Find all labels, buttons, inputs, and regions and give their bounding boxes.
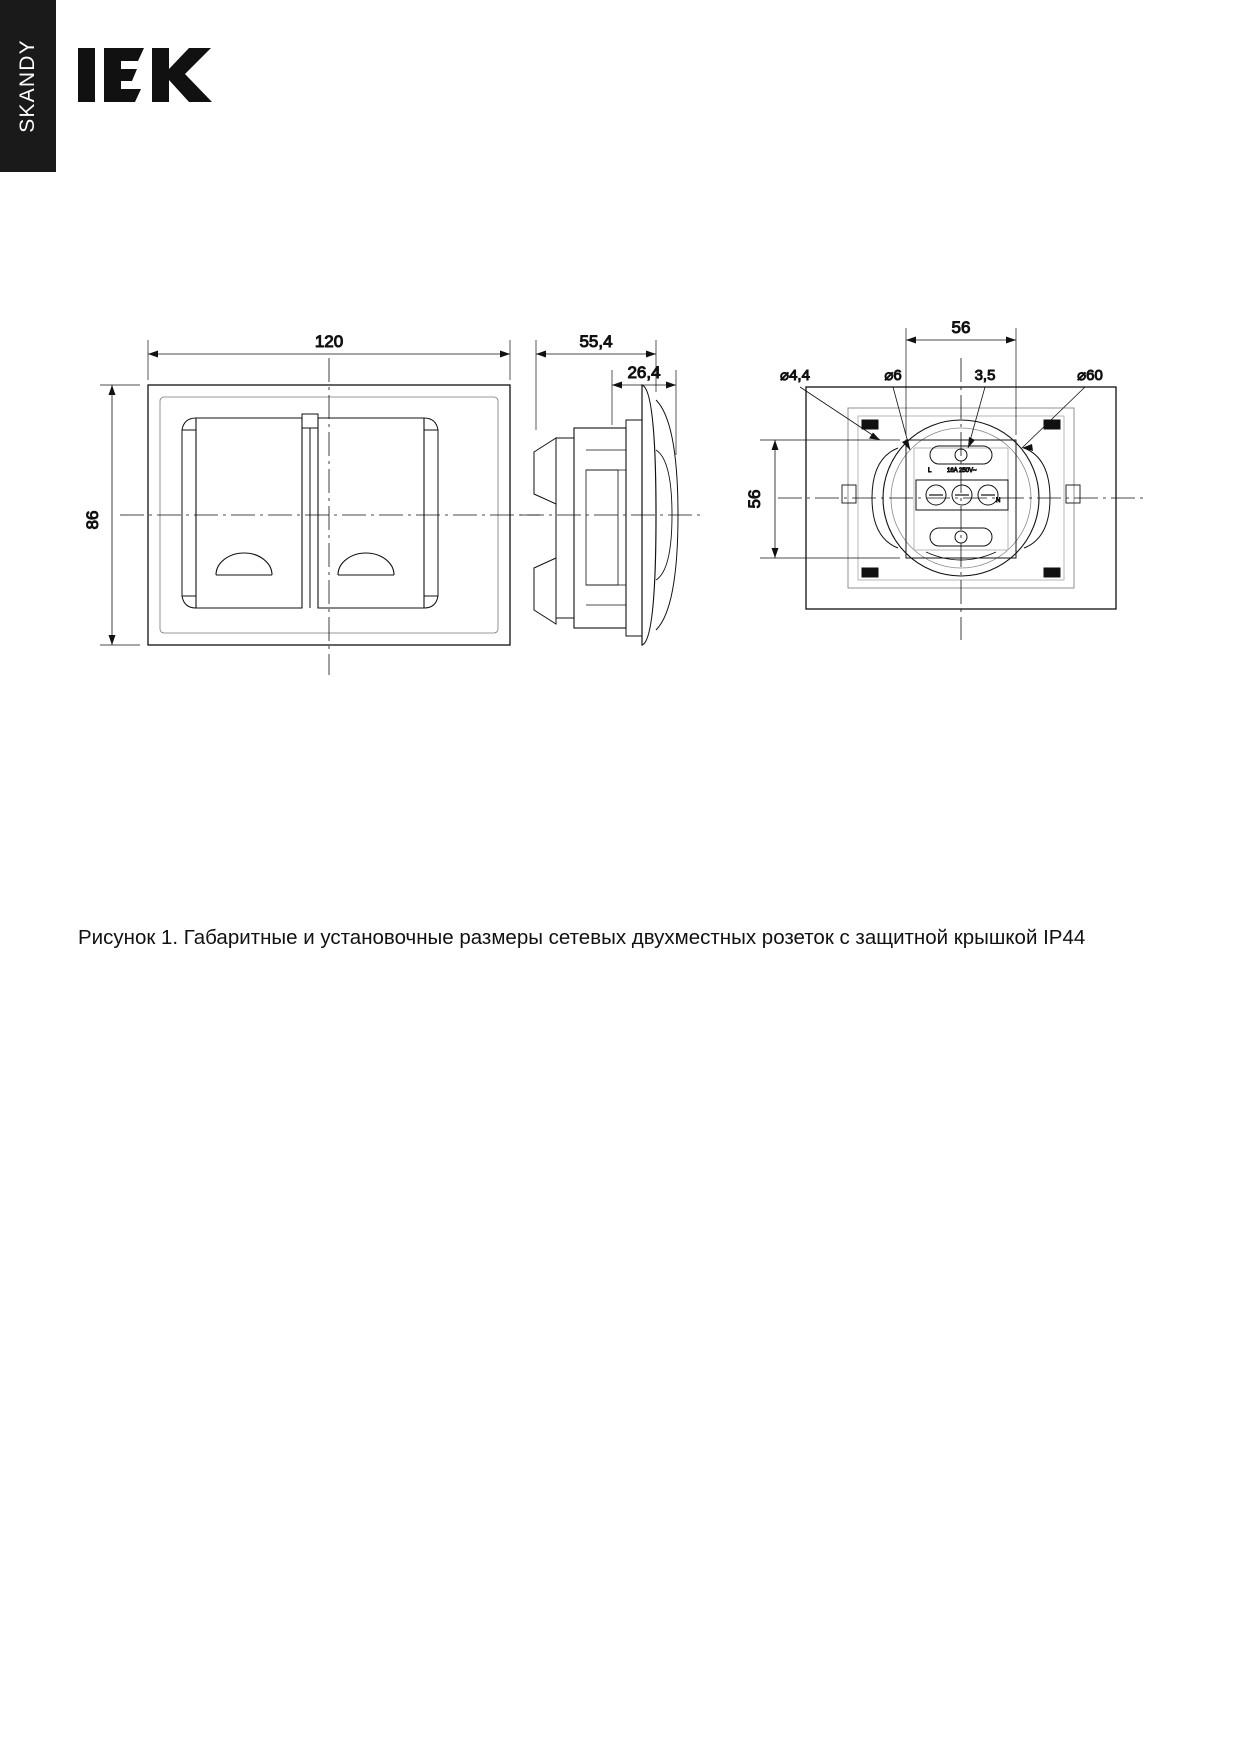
rear-hole-dim-2-label: ⌀6 xyxy=(884,367,902,384)
side-total-depth-dim-label: 55,4 xyxy=(579,332,613,351)
rear-marking-l: N xyxy=(996,498,1001,504)
technical-drawing xyxy=(0,280,1239,680)
front-width-dim-label: 120 xyxy=(314,332,344,351)
rear-marking-n: L xyxy=(928,468,932,474)
rear-hole-dim-4-label: ⌀60 xyxy=(1077,367,1103,384)
figure-caption: Рисунок 1. Габаритные и установочные размеры сетевых двухместных розеток с защитной крышкой IP44 xyxy=(78,926,1086,949)
rear-hole-dim-1-label: ⌀4,4 xyxy=(780,367,810,384)
rear-width-dim-label: 56 xyxy=(951,318,971,337)
brand-band-label: SKANDY xyxy=(16,39,39,133)
rear-height-dim-label: 56 xyxy=(745,489,764,509)
brand-band xyxy=(0,0,56,172)
rear-marking-rating: 16A 250V~ xyxy=(947,468,977,474)
rear-hole-dim-3-label: 3,5 xyxy=(974,367,996,384)
iek-logo xyxy=(78,42,228,108)
page-header xyxy=(0,0,1239,172)
front-height-dim-label: 86 xyxy=(83,510,102,530)
side-front-depth-dim-label: 26,4 xyxy=(627,363,661,382)
